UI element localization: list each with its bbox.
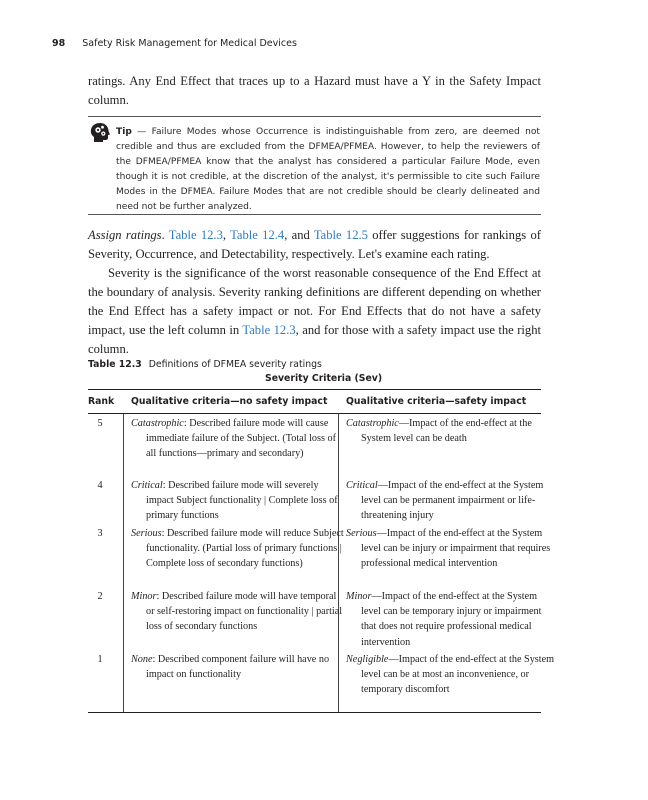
table-cell-no-safety xyxy=(131,478,346,524)
table-cell-safety xyxy=(346,478,559,524)
table-cell-no-safety xyxy=(131,652,346,682)
table-row-rank: 1 xyxy=(97,654,103,665)
col-header-safety: Qualitative criteria—safety impact xyxy=(346,396,527,407)
criterion-term: Critical xyxy=(346,480,378,491)
criterion-term: Minor xyxy=(131,591,157,602)
text-run: . xyxy=(161,228,169,242)
criterion-term: Serious xyxy=(131,528,162,539)
table-cell-safety xyxy=(346,416,559,446)
severity-paragraph xyxy=(88,264,541,359)
text-run: , xyxy=(222,228,231,242)
criterion-term: None xyxy=(131,654,153,665)
criterion-text: : Described failure mode will severely impact Subject functionality | Complete loss of primary functions xyxy=(146,480,338,522)
criterion-text: : Described failure mode will reduce Subject functionality. (Partial loss of primary functions | Complete loss of secondary functions) xyxy=(146,528,344,570)
page-number: 98 xyxy=(52,38,66,49)
assign-ratings-paragraph xyxy=(88,226,541,264)
table-row-rank: 3 xyxy=(97,528,103,539)
table-caption xyxy=(88,359,322,370)
criterion-text: : Described failure mode will cause immediate failure of the Subject. (Total loss of all functions—primary and secondary) xyxy=(146,418,336,460)
link-table-12-4[interactable]: Table 12.4 xyxy=(230,228,285,242)
text-run: offer suggestions for rankings of Severity, Occurrence, and Detectability, respectively. Let's examine each rating. xyxy=(88,228,541,261)
tip-label: Tip xyxy=(116,127,132,137)
running-header xyxy=(52,38,297,49)
criterion-text: —Impact of the end-effect at the System level can be injury or impairment that requires professional medical intervention xyxy=(361,528,551,570)
table-cell-no-safety xyxy=(131,526,346,572)
tip-body: — Failure Modes whose Occurrence is indistinguishable from zero, are deemed not credible and thus are excluded from the DFMEA/PFMEA. However, to help the reviewers of the DFMEA/PFMEA know that the analyst has considered a particular Failure Mode, even though it is not credible, at the discretion of the analyst, it's permissible to cite such Failure Modes in the DFMEA. Failure Modes that are not credible should be clearly delineated and need not be further analyzed. xyxy=(116,127,540,212)
table-cell-safety xyxy=(346,526,559,572)
running-title: Safety Risk Management for Medical Devices xyxy=(82,38,297,49)
criterion-term: Catastrophic xyxy=(131,418,184,429)
tip-head-gears-icon xyxy=(89,122,111,144)
criterion-text: —Impact of the end-effect at the System level can be permanent impairment or life-threatening injury xyxy=(361,480,544,522)
table-group-header: Severity Criteria (Sev) xyxy=(265,373,383,384)
table-cell-safety xyxy=(346,589,559,650)
link-table-12-5[interactable]: Table 12.5 xyxy=(313,228,368,242)
table-caption-text: Definitions of DFMEA severity ratings xyxy=(148,359,322,370)
col-header-rank: Rank xyxy=(88,396,115,407)
criterion-term: Catastrophic xyxy=(346,418,399,429)
table-row-rank: 4 xyxy=(97,480,103,491)
table-header-rule xyxy=(88,413,541,414)
criterion-text: —Impact of the end-effect at the System level can be at most an inconvenience, or temporary discomfort xyxy=(361,654,555,696)
table-row-rank: 2 xyxy=(97,591,103,602)
link-table-12-3[interactable]: Table 12.3 xyxy=(168,228,223,242)
criterion-text: —Impact of the end-effect at the System level can be death xyxy=(361,418,532,445)
intro-paragraph: ratings. Any End Effect that traces up to a Hazard must have a Y in the Safety Impact column. xyxy=(88,74,541,107)
criterion-term: Serious xyxy=(346,528,377,539)
assign-ratings-lead: Assign ratings xyxy=(88,228,162,242)
tip-text xyxy=(116,125,540,215)
table-caption-label: Table 12.3 xyxy=(88,359,142,370)
criterion-term: Critical xyxy=(131,480,163,491)
table-top-rule xyxy=(88,389,541,390)
table-cell-no-safety xyxy=(131,416,346,462)
tip-box xyxy=(88,116,541,215)
criterion-term: Minor xyxy=(346,591,372,602)
criterion-text: : Described component failure will have no impact on functionality xyxy=(146,654,330,681)
criterion-text: —Impact of the end-effect at the System level can be temporary injury or impairment that does not require professional medical intervention xyxy=(361,591,542,648)
criterion-text: : Described failure mode will have temporal or self-restoring impact on functionality | partial loss of secondary functions xyxy=(146,591,343,633)
col-header-no-safety: Qualitative criteria—no safety impact xyxy=(131,396,328,407)
text-run: , and xyxy=(284,228,314,242)
table-bottom-rule xyxy=(88,712,541,713)
table-row-rank: 5 xyxy=(97,418,103,429)
table-cell-safety xyxy=(346,652,559,698)
table-divider-1 xyxy=(123,414,124,712)
assign-ratings-section xyxy=(88,226,541,359)
link-table-12-3-b[interactable]: Table 12.3 xyxy=(242,323,296,337)
text-run: , and for those with a safety impact use the right column. xyxy=(88,323,541,356)
text-run: Severity is the significance of the worst reasonable consequence of the End Effect at the boundary of analysis. Severity ranking definitions are different depending on whether the End Effect has a safety impact or not. For End Effects that do not have a safety impact, use the left column in xyxy=(88,266,541,337)
criterion-term: Negligible xyxy=(346,654,389,665)
table-cell-no-safety xyxy=(131,589,346,635)
